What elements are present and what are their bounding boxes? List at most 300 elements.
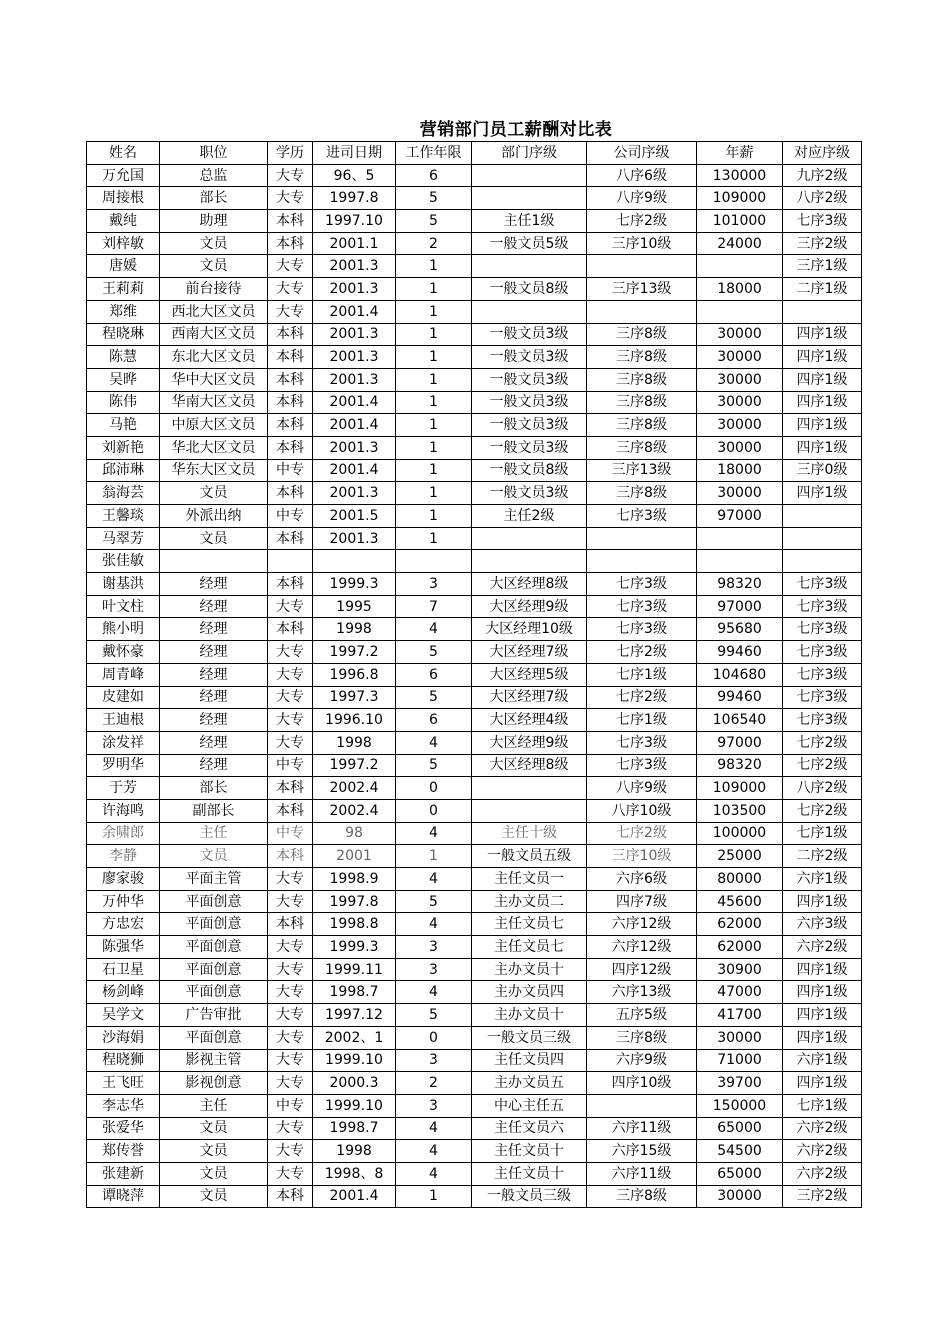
cell-position: 东北大区文员	[160, 346, 268, 369]
cell-position: 经理	[160, 573, 268, 596]
cell-matching-level: 六序3级	[783, 913, 862, 936]
cell-education: 中专	[268, 505, 313, 528]
column-header-work-years: 工作年限	[396, 142, 472, 165]
cell-company-level: 七序3级	[587, 595, 697, 618]
cell-annual-salary: 99460	[697, 686, 783, 709]
cell-name: 皮建如	[87, 686, 160, 709]
cell-work-years: 4	[396, 868, 472, 891]
cell-work-years: 4	[396, 618, 472, 641]
cell-name: 张建新	[87, 1162, 160, 1185]
cell-company-level: 七序3级	[587, 618, 697, 641]
cell-position: 影视创意	[160, 1072, 268, 1095]
table-row	[87, 482, 862, 505]
cell-name: 王莉莉	[87, 278, 160, 301]
cell-name: 吴晔	[87, 368, 160, 391]
cell-education: 大专	[268, 641, 313, 664]
cell-name: 周青峰	[87, 663, 160, 686]
cell-dept-level	[472, 255, 587, 278]
cell-join-date: 1998	[313, 618, 396, 641]
table-row	[87, 913, 862, 936]
cell-join-date: 2001.3	[313, 323, 396, 346]
cell-dept-level	[472, 527, 587, 550]
cell-matching-level: 七序2级	[783, 731, 862, 754]
column-header-position: 职位	[160, 142, 268, 165]
cell-dept-level: 一般文员3级	[472, 323, 587, 346]
cell-dept-level: 一般文员五级	[472, 845, 587, 868]
cell-join-date: 96、5	[313, 164, 396, 187]
cell-dept-level: 一般文员3级	[472, 482, 587, 505]
cell-work-years: 5	[396, 686, 472, 709]
column-header-education: 学历	[268, 142, 313, 165]
salary-table	[86, 141, 862, 1208]
cell-matching-level: 七序3级	[783, 618, 862, 641]
cell-name: 戴怀豪	[87, 641, 160, 664]
cell-dept-level	[472, 300, 587, 323]
cell-education: 大专	[268, 1162, 313, 1185]
cell-join-date: 2001.3	[313, 255, 396, 278]
cell-annual-salary: 30000	[697, 436, 783, 459]
cell-work-years: 0	[396, 1026, 472, 1049]
cell-company-level: 七序3级	[587, 573, 697, 596]
cell-join-date: 98	[313, 822, 396, 845]
cell-work-years: 4	[396, 822, 472, 845]
cell-annual-salary: 62000	[697, 913, 783, 936]
cell-dept-level: 一般文员3级	[472, 436, 587, 459]
cell-name: 杨剑峰	[87, 981, 160, 1004]
cell-name: 许海鸣	[87, 799, 160, 822]
cell-dept-level: 大区经理8级	[472, 573, 587, 596]
cell-education: 中专	[268, 754, 313, 777]
cell-name: 万允国	[87, 164, 160, 187]
cell-education: 大专	[268, 686, 313, 709]
cell-company-level: 六序12级	[587, 936, 697, 959]
cell-annual-salary: 97000	[697, 731, 783, 754]
cell-work-years: 7	[396, 595, 472, 618]
cell-matching-level: 四序1级	[783, 436, 862, 459]
cell-dept-level	[472, 187, 587, 210]
cell-education: 本科	[268, 414, 313, 437]
cell-position: 华南大区文员	[160, 391, 268, 414]
table-row	[87, 278, 862, 301]
cell-name: 程晓琳	[87, 323, 160, 346]
cell-join-date: 2002.4	[313, 799, 396, 822]
cell-work-years: 5	[396, 1004, 472, 1027]
cell-join-date: 2001.4	[313, 414, 396, 437]
cell-join-date: 2001.4	[313, 300, 396, 323]
cell-join-date: 1997.8	[313, 187, 396, 210]
table-body	[87, 164, 862, 1208]
cell-education: 本科	[268, 436, 313, 459]
cell-position: 广告审批	[160, 1004, 268, 1027]
cell-position: 经理	[160, 754, 268, 777]
cell-join-date: 2001.5	[313, 505, 396, 528]
cell-work-years: 1	[396, 255, 472, 278]
cell-work-years: 1	[396, 845, 472, 868]
cell-work-years: 2	[396, 232, 472, 255]
cell-annual-salary: 30000	[697, 1026, 783, 1049]
cell-position	[160, 550, 268, 573]
table-row	[87, 1162, 862, 1185]
cell-education: 本科	[268, 1185, 313, 1208]
cell-annual-salary: 109000	[697, 187, 783, 210]
cell-position: 主任	[160, 1094, 268, 1117]
cell-name: 沙海娟	[87, 1026, 160, 1049]
cell-annual-salary: 130000	[697, 164, 783, 187]
cell-work-years	[396, 550, 472, 573]
table-row	[87, 1072, 862, 1095]
cell-annual-salary: 65000	[697, 1117, 783, 1140]
cell-position: 文员	[160, 1117, 268, 1140]
cell-work-years: 3	[396, 958, 472, 981]
cell-work-years: 5	[396, 641, 472, 664]
cell-annual-salary: 65000	[697, 1162, 783, 1185]
table-header	[87, 142, 862, 165]
cell-annual-salary: 25000	[697, 845, 783, 868]
cell-dept-level: 主任文员六	[472, 1117, 587, 1140]
cell-company-level: 六序6级	[587, 868, 697, 891]
cell-position: 经理	[160, 709, 268, 732]
cell-dept-level: 主任文员四	[472, 1049, 587, 1072]
cell-company-level: 六序11级	[587, 1117, 697, 1140]
cell-matching-level: 七序2级	[783, 754, 862, 777]
cell-company-level: 七序2级	[587, 210, 697, 233]
cell-annual-salary: 62000	[697, 936, 783, 959]
cell-join-date: 1999.3	[313, 936, 396, 959]
cell-company-level: 五序5级	[587, 1004, 697, 1027]
cell-position: 部长	[160, 777, 268, 800]
cell-matching-level: 二序1级	[783, 278, 862, 301]
table-row	[87, 777, 862, 800]
cell-join-date: 1999.3	[313, 573, 396, 596]
cell-education: 本科	[268, 913, 313, 936]
cell-matching-level: 六序2级	[783, 1162, 862, 1185]
cell-company-level: 四序10级	[587, 1072, 697, 1095]
cell-name: 郑传誉	[87, 1140, 160, 1163]
cell-education: 本科	[268, 323, 313, 346]
table-row	[87, 686, 862, 709]
cell-annual-salary: 39700	[697, 1072, 783, 1095]
cell-education: 大专	[268, 1026, 313, 1049]
cell-education: 大专	[268, 164, 313, 187]
cell-annual-salary: 24000	[697, 232, 783, 255]
cell-company-level: 七序3级	[587, 505, 697, 528]
table-row	[87, 709, 862, 732]
table-row	[87, 459, 862, 482]
cell-join-date: 1999.10	[313, 1049, 396, 1072]
table-row	[87, 391, 862, 414]
table-row	[87, 255, 862, 278]
cell-company-level: 六序11级	[587, 1162, 697, 1185]
cell-work-years: 0	[396, 777, 472, 800]
cell-name: 郑维	[87, 300, 160, 323]
column-header-annual-salary: 年薪	[697, 142, 783, 165]
cell-education: 大专	[268, 936, 313, 959]
cell-work-years: 4	[396, 913, 472, 936]
cell-company-level: 七序2级	[587, 641, 697, 664]
cell-name: 马艳	[87, 414, 160, 437]
cell-matching-level: 四序1级	[783, 981, 862, 1004]
cell-company-level: 三序10级	[587, 845, 697, 868]
cell-join-date: 2000.3	[313, 1072, 396, 1095]
cell-position: 副部长	[160, 799, 268, 822]
cell-matching-level: 四序1级	[783, 323, 862, 346]
cell-join-date: 1998、8	[313, 1162, 396, 1185]
cell-dept-level: 主办文员五	[472, 1072, 587, 1095]
cell-company-level: 七序2级	[587, 822, 697, 845]
cell-name: 陈慧	[87, 346, 160, 369]
cell-matching-level: 七序1级	[783, 822, 862, 845]
cell-dept-level	[472, 777, 587, 800]
table-row	[87, 1026, 862, 1049]
cell-annual-salary: 71000	[697, 1049, 783, 1072]
cell-matching-level: 七序3级	[783, 709, 862, 732]
cell-work-years: 1	[396, 1185, 472, 1208]
cell-dept-level: 主办文员二	[472, 890, 587, 913]
cell-position: 文员	[160, 255, 268, 278]
cell-position: 华北大区文员	[160, 436, 268, 459]
cell-join-date: 1997.12	[313, 1004, 396, 1027]
cell-annual-salary	[697, 527, 783, 550]
cell-matching-level: 四序1级	[783, 890, 862, 913]
cell-position: 文员	[160, 845, 268, 868]
cell-company-level	[587, 550, 697, 573]
cell-work-years: 5	[396, 890, 472, 913]
cell-dept-level: 主任文员十	[472, 1162, 587, 1185]
cell-work-years: 2	[396, 1072, 472, 1095]
cell-position: 平面主管	[160, 868, 268, 891]
cell-position: 文员	[160, 482, 268, 505]
column-header-company-level: 公司序级	[587, 142, 697, 165]
cell-join-date: 1999.11	[313, 958, 396, 981]
cell-annual-salary: 97000	[697, 505, 783, 528]
cell-education	[268, 550, 313, 573]
cell-join-date	[313, 550, 396, 573]
table-row	[87, 958, 862, 981]
cell-dept-level: 主任文员七	[472, 913, 587, 936]
cell-annual-salary: 101000	[697, 210, 783, 233]
cell-position: 助理	[160, 210, 268, 233]
cell-name: 廖家骏	[87, 868, 160, 891]
cell-education: 本科	[268, 799, 313, 822]
cell-work-years: 4	[396, 1140, 472, 1163]
cell-name: 刘梓敏	[87, 232, 160, 255]
cell-company-level	[587, 300, 697, 323]
cell-annual-salary: 54500	[697, 1140, 783, 1163]
cell-work-years: 6	[396, 709, 472, 732]
page-title: 营销部门员工薪酬对比表	[419, 120, 613, 140]
cell-dept-level	[472, 550, 587, 573]
cell-dept-level: 一般文员三级	[472, 1026, 587, 1049]
cell-company-level: 六序15级	[587, 1140, 697, 1163]
cell-education: 大专	[268, 1072, 313, 1095]
cell-join-date: 2001.1	[313, 232, 396, 255]
cell-dept-level: 主办文员十	[472, 958, 587, 981]
column-header-join-date: 进司日期	[313, 142, 396, 165]
cell-matching-level: 六序1级	[783, 1049, 862, 1072]
cell-work-years: 3	[396, 936, 472, 959]
cell-company-level: 三序8级	[587, 1026, 697, 1049]
cell-dept-level: 一般文员3级	[472, 368, 587, 391]
cell-annual-salary: 98320	[697, 573, 783, 596]
cell-join-date: 1996.8	[313, 663, 396, 686]
cell-work-years: 1	[396, 300, 472, 323]
cell-annual-salary: 30000	[697, 391, 783, 414]
cell-name: 王馨琰	[87, 505, 160, 528]
cell-work-years: 1	[396, 436, 472, 459]
cell-work-years: 3	[396, 573, 472, 596]
cell-name: 涂发祥	[87, 731, 160, 754]
table-row	[87, 527, 862, 550]
table-row	[87, 663, 862, 686]
cell-position: 经理	[160, 618, 268, 641]
cell-work-years: 4	[396, 1117, 472, 1140]
cell-dept-level: 一般文员3级	[472, 391, 587, 414]
cell-work-years: 1	[396, 505, 472, 528]
cell-join-date: 1998.7	[313, 1117, 396, 1140]
cell-work-years: 5	[396, 210, 472, 233]
table-row	[87, 414, 862, 437]
cell-join-date: 2001.4	[313, 1185, 396, 1208]
cell-matching-level: 四序1级	[783, 414, 862, 437]
table-row	[87, 1004, 862, 1027]
table-row	[87, 346, 862, 369]
cell-work-years: 1	[396, 346, 472, 369]
cell-annual-salary: 80000	[697, 868, 783, 891]
table-row	[87, 595, 862, 618]
table-row	[87, 981, 862, 1004]
cell-annual-salary: 97000	[697, 595, 783, 618]
cell-dept-level: 大区经理7级	[472, 686, 587, 709]
cell-position: 文员	[160, 1162, 268, 1185]
cell-matching-level: 七序3级	[783, 641, 862, 664]
table-row	[87, 1049, 862, 1072]
table-row	[87, 731, 862, 754]
cell-education: 大专	[268, 731, 313, 754]
cell-annual-salary: 106540	[697, 709, 783, 732]
table-row	[87, 573, 862, 596]
cell-annual-salary: 30000	[697, 414, 783, 437]
cell-company-level: 八序10级	[587, 799, 697, 822]
cell-annual-salary: 41700	[697, 1004, 783, 1027]
cell-join-date: 1998.9	[313, 868, 396, 891]
cell-work-years: 0	[396, 799, 472, 822]
cell-education: 本科	[268, 210, 313, 233]
cell-annual-salary: 104680	[697, 663, 783, 686]
cell-join-date: 2001.3	[313, 346, 396, 369]
cell-company-level: 八序6级	[587, 164, 697, 187]
cell-company-level: 七序2级	[587, 686, 697, 709]
cell-name: 陈强华	[87, 936, 160, 959]
cell-education: 本科	[268, 845, 313, 868]
cell-work-years: 1	[396, 414, 472, 437]
cell-name: 唐媛	[87, 255, 160, 278]
cell-education: 本科	[268, 777, 313, 800]
cell-annual-salary: 150000	[697, 1094, 783, 1117]
cell-matching-level: 三序0级	[783, 459, 862, 482]
cell-name: 邱沛琳	[87, 459, 160, 482]
cell-education: 中专	[268, 1094, 313, 1117]
cell-work-years: 1	[396, 323, 472, 346]
table-row	[87, 550, 862, 573]
cell-matching-level: 六序2级	[783, 1117, 862, 1140]
cell-name: 谭晓萍	[87, 1185, 160, 1208]
cell-dept-level: 一般文员5级	[472, 232, 587, 255]
cell-dept-level: 大区经理7级	[472, 641, 587, 664]
cell-position: 经理	[160, 686, 268, 709]
cell-education: 本科	[268, 368, 313, 391]
cell-company-level: 三序8级	[587, 323, 697, 346]
cell-matching-level: 八序2级	[783, 187, 862, 210]
cell-name: 王飞旺	[87, 1072, 160, 1095]
cell-matching-level: 二序2级	[783, 845, 862, 868]
cell-education: 大专	[268, 300, 313, 323]
cell-matching-level	[783, 300, 862, 323]
cell-dept-level	[472, 164, 587, 187]
cell-company-level: 三序8级	[587, 368, 697, 391]
table-row	[87, 754, 862, 777]
cell-company-level: 七序1级	[587, 663, 697, 686]
cell-join-date: 1997.8	[313, 890, 396, 913]
table-row	[87, 300, 862, 323]
cell-dept-level: 大区经理10级	[472, 618, 587, 641]
cell-company-level: 六序9级	[587, 1049, 697, 1072]
table-row	[87, 436, 862, 459]
cell-company-level: 三序13级	[587, 278, 697, 301]
cell-position: 平面创意	[160, 981, 268, 1004]
table-row	[87, 1094, 862, 1117]
table-row	[87, 868, 862, 891]
cell-matching-level: 七序3级	[783, 573, 862, 596]
cell-company-level: 四序12级	[587, 958, 697, 981]
cell-matching-level: 七序1级	[783, 1094, 862, 1117]
cell-work-years: 4	[396, 1162, 472, 1185]
cell-annual-salary: 47000	[697, 981, 783, 1004]
cell-join-date: 2001.4	[313, 391, 396, 414]
cell-matching-level: 六序2级	[783, 936, 862, 959]
cell-name: 张佳敏	[87, 550, 160, 573]
cell-annual-salary: 109000	[697, 777, 783, 800]
cell-work-years: 1	[396, 482, 472, 505]
cell-dept-level: 一般文员三级	[472, 1185, 587, 1208]
cell-education: 本科	[268, 527, 313, 550]
cell-matching-level: 七序3级	[783, 210, 862, 233]
cell-annual-salary: 45600	[697, 890, 783, 913]
cell-dept-level: 主任2级	[472, 505, 587, 528]
cell-annual-salary	[697, 550, 783, 573]
cell-company-level: 六序12级	[587, 913, 697, 936]
cell-work-years: 1	[396, 278, 472, 301]
cell-annual-salary	[697, 300, 783, 323]
cell-education: 本科	[268, 618, 313, 641]
cell-company-level: 六序13级	[587, 981, 697, 1004]
cell-company-level: 三序8级	[587, 346, 697, 369]
cell-dept-level: 大区经理9级	[472, 595, 587, 618]
cell-position: 平面创意	[160, 913, 268, 936]
cell-annual-salary	[697, 255, 783, 278]
cell-annual-salary: 30900	[697, 958, 783, 981]
cell-matching-level: 七序3级	[783, 686, 862, 709]
cell-name: 谢基洪	[87, 573, 160, 596]
cell-dept-level: 主任文员七	[472, 936, 587, 959]
cell-annual-salary: 95680	[697, 618, 783, 641]
cell-matching-level	[783, 527, 862, 550]
cell-join-date: 2001.3	[313, 527, 396, 550]
cell-join-date: 1998	[313, 731, 396, 754]
cell-position: 主任	[160, 822, 268, 845]
cell-name: 王迪根	[87, 709, 160, 732]
cell-join-date: 2001.3	[313, 436, 396, 459]
cell-position: 经理	[160, 595, 268, 618]
